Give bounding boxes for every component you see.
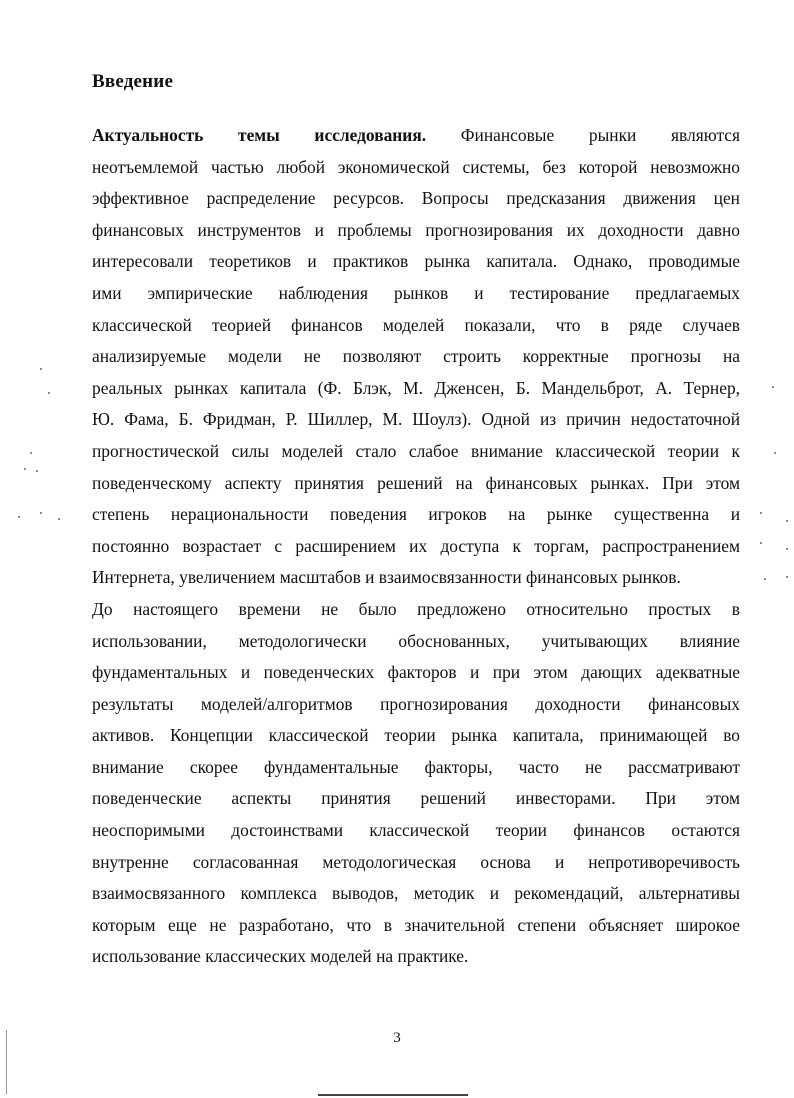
text-line: результаты моделей/алгоритмов прогнозирования доходности финансовых [92, 693, 740, 714]
scan-speck [40, 512, 42, 514]
text-line: степень нерациональности поведения игроков на рынке существенна и [92, 504, 740, 525]
text-line: Актуальность темы исследования. Финансовые рынки являются [92, 125, 740, 145]
text-line: внимание скорее фундаментальные факторы, часто не рассматривают [92, 756, 740, 777]
scan-speck [786, 520, 788, 522]
lead-bold-phrase: Актуальность темы исследования. [92, 125, 427, 145]
scan-bottom-line [318, 1094, 468, 1096]
text-line: прогностической силы моделей стало слабое внимание классической теории к [92, 440, 740, 461]
text-line: постоянно возрастает с расширением их доступа к торгам, распространением [92, 535, 740, 556]
scan-speck [18, 516, 20, 518]
scan-speck [760, 512, 762, 514]
text-line: фундаментальных и поведенческих факторов и при этом дающих адекватные [92, 662, 740, 683]
text-line: которым еще не разработано, что в значительной степени объясняет широкое [92, 914, 740, 935]
text-line: реальных рынках капитала (Ф. Блэк, М. Дженсен, Б. Мандельброт, А. Тернер, [92, 377, 740, 398]
scan-speck [30, 452, 32, 454]
scan-speck [24, 468, 26, 470]
text-line: использование классических моделей на практике. [92, 946, 469, 967]
scan-speck [48, 392, 50, 394]
text-line: поведенческие аспекты принятия решений инвесторами. При этом [92, 788, 740, 809]
text-line: эффективное распределение ресурсов. Вопросы предсказания движения цен [92, 188, 740, 209]
text-line: Интернета, увеличением масштабов и взаимосвязанности финансовых рынков. [92, 567, 681, 588]
scan-speck [36, 470, 38, 472]
text-line: активов. Концепции классической теории рынка капитала, принимающей во [92, 725, 740, 746]
text-line: использовании, методологически обоснованных, учитывающих влияние [92, 630, 740, 651]
scan-speck [774, 452, 776, 454]
text-line: финансовых инструментов и проблемы прогнозирования их доходности давно [92, 219, 740, 240]
scan-speck [786, 576, 788, 578]
text-line: ими эмпирические наблюдения рынков и тестирование предлагаемых [92, 282, 740, 303]
text-line: взаимосвязанного комплекса выводов, методик и рекомендаций, альтернативы [92, 883, 740, 904]
scan-speck [772, 386, 774, 388]
text-line: интересовали теоретиков и практиков рынка капитала. Однако, проводимые [92, 251, 740, 272]
section-heading: Введение [92, 71, 174, 92]
page-number: 3 [393, 1030, 401, 1046]
scan-speck [764, 578, 766, 580]
text-line: внутренне согласованная методологическая основа и непротиворечивость [92, 851, 740, 872]
text-line: Ю. Фама, Б. Фридман, Р. Шиллер, М. Шоулз). Одной из причин недостаточной [92, 409, 740, 430]
scan-speck [58, 518, 60, 520]
text-line: поведенческому аспекту принятия решений на финансовых рынках. При этом [92, 472, 740, 493]
text-line: анализируемые модели не позволяют строить корректные прогнозы на [92, 346, 740, 367]
scan-edge-line [6, 1030, 7, 1094]
body-text [92, 120, 740, 973]
text-line: неоспоримыми достоинствами классической теории финансов остаются [92, 820, 740, 841]
text-line: неотъемлемой частью любой экономической системы, без которой невозможно [92, 156, 740, 177]
text-line: До настоящего времени не было предложено относительно простых в [92, 598, 740, 619]
scan-speck [786, 548, 788, 550]
text-line: классической теорией финансов моделей показали, что в ряде случаев [92, 314, 740, 335]
scan-speck [40, 368, 42, 370]
scan-speck [760, 542, 762, 544]
